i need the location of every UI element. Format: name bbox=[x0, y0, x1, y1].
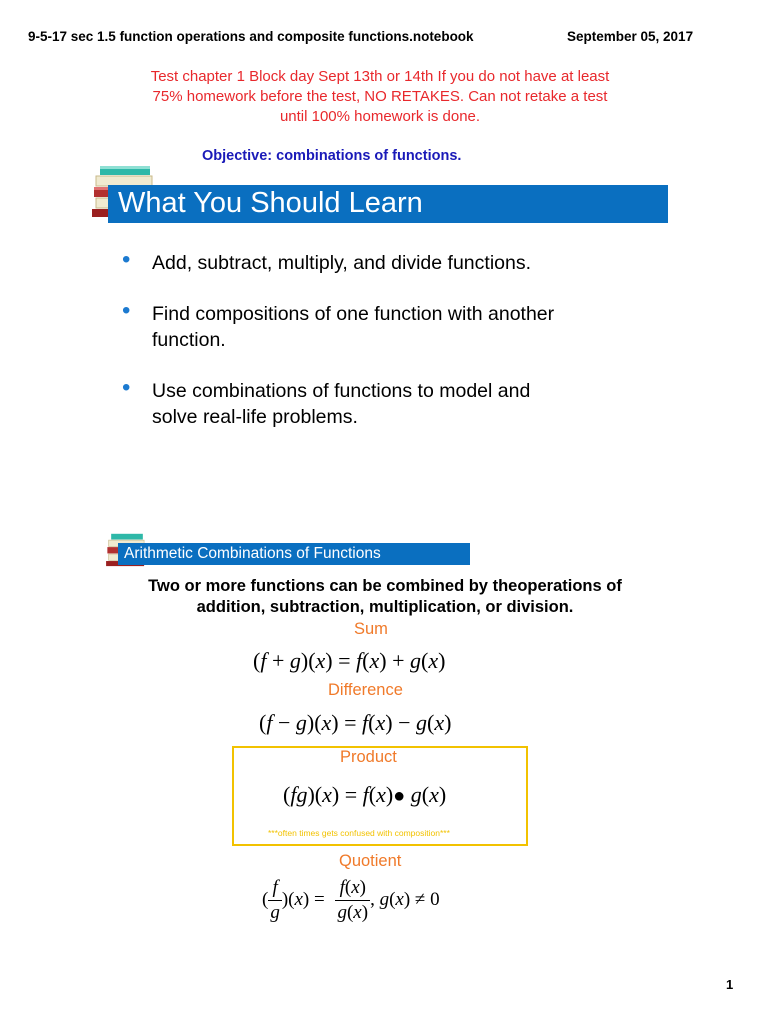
learn-banner-title: What You Should Learn bbox=[118, 187, 423, 219]
list-item bbox=[122, 374, 682, 430]
notice-line: until 100% homework is done. bbox=[279, 108, 481, 125]
arithmetic-banner bbox=[118, 543, 470, 565]
list-item bbox=[122, 246, 682, 276]
product-note: ***often times gets confused with composition*** bbox=[268, 828, 450, 838]
list-item-text: Use combinations of functions to model and bbox=[152, 380, 531, 402]
quotient-formula: ( $\frac{f}{g}$ )(x) = $\frac{f(x)}{g(x)}$ , g(x) ≠ 0 bbox=[262, 877, 440, 923]
bullet-icon: • bbox=[122, 246, 131, 273]
difference-formula: (f − g)(x) = f(x) − g(x) bbox=[259, 710, 452, 735]
list-item-text: solve real-life problems. bbox=[152, 406, 358, 428]
bullet-icon: • bbox=[122, 297, 131, 324]
learn-banner bbox=[108, 185, 668, 223]
intro-line: addition, subtraction, multiplication, or division. bbox=[196, 598, 574, 616]
difference-label: Difference bbox=[328, 681, 403, 699]
quotient-label: Quotient bbox=[339, 852, 402, 870]
list-item-text: Add, subtract, multiply, and divide functions. bbox=[152, 252, 532, 274]
learning-goals-list bbox=[122, 246, 682, 455]
test-notice bbox=[90, 67, 670, 127]
notebook-date: September 05, 2017 bbox=[567, 29, 694, 44]
product-formula: (fg)(x) = f(x)● g(x) bbox=[283, 782, 447, 807]
page-number: 1 bbox=[726, 977, 734, 992]
bullet-icon: • bbox=[122, 374, 131, 401]
list-item-text: function. bbox=[152, 329, 226, 351]
list-item bbox=[122, 297, 682, 353]
notebook-filename: 9-5-17 sec 1.5 function operations and composite functions.notebook bbox=[28, 29, 474, 44]
notice-line: Test chapter 1 Block day Sept 13th or 14th If you do not have at least bbox=[150, 68, 610, 85]
intro-line: Two or more functions can be combined by theoperations of bbox=[148, 577, 622, 595]
objective-text: Objective: combinations of functions. bbox=[202, 148, 462, 164]
product-label: Product bbox=[340, 748, 397, 766]
arithmetic-banner-title: Arithmetic Combinations of Functions bbox=[124, 545, 381, 562]
intro-text bbox=[90, 576, 680, 618]
sum-formula: (f + g)(x) = f(x) + g(x) bbox=[253, 648, 446, 673]
list-item-text: Find compositions of one function with another bbox=[152, 303, 555, 325]
notice-line: 75% homework before the test, NO RETAKES. Can not retake a test bbox=[152, 88, 608, 105]
sum-label: Sum bbox=[354, 620, 388, 638]
